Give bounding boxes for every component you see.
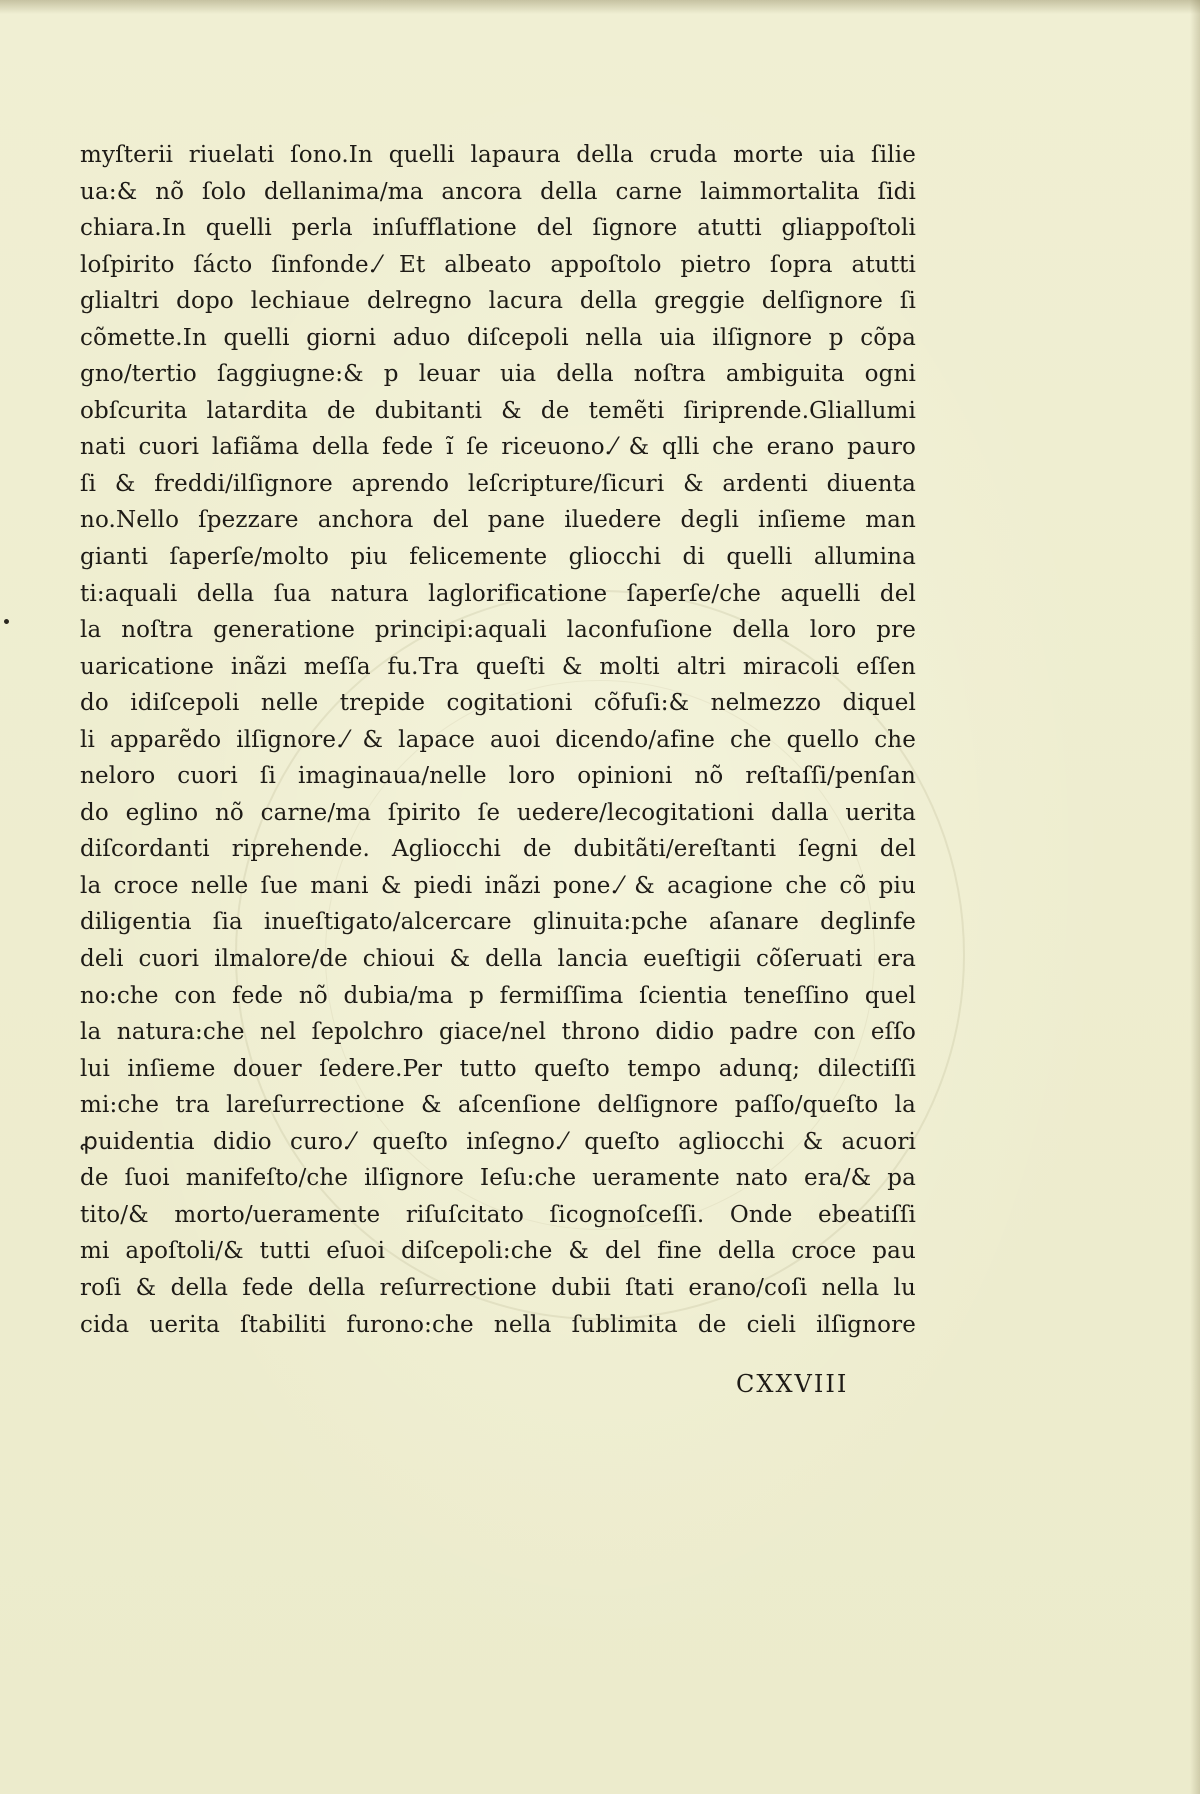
text-line: ſi & freddi/ilſignore aprendo leſcripture/ſicuri & ardenti diuenta bbox=[80, 470, 916, 497]
text-line: lui inſieme douer ſedere.Per tutto queſto tempo adunq; dilectiſſi bbox=[80, 1055, 916, 1082]
text-line: cõmette.In quelli giorni aduo diſcepoli nella uia ilſignore p cõpa bbox=[80, 324, 916, 351]
text-line: tito/& morto/ueramente riſuſcitato ſicognoſceſſi. Onde ebeatiſſi bbox=[80, 1201, 916, 1228]
text-line: ua:& nõ ſolo dellanima/ma ancora della carne laimmortalita ſidi bbox=[80, 178, 916, 205]
page-right-shadow bbox=[1190, 0, 1200, 1794]
text-line: la noſtra generatione principi:aquali laconfuſione della loro pre bbox=[80, 617, 916, 644]
text-line: diligentia ſia inueſtigato/alcercare glinuita:pche aſanare deglinfe bbox=[80, 909, 916, 936]
text-line: mi apoſtoli/& tutti eſuoi diſcepoli:che & del fine della croce pau bbox=[80, 1238, 916, 1265]
text-line: ti:aquali della ſua natura laglorificatione ſaperſe/che aquelli del bbox=[80, 580, 916, 607]
text-line: de ſuoi manifeſto/che ilſignore Ieſu:che ueramente nato era/& pa bbox=[80, 1165, 916, 1192]
text-line: neloro cuori ſi imaginaua/nelle loro opinioni nõ reſtaſſi/penſan bbox=[80, 763, 916, 790]
text-line: gno/tertio ſaggiugne:& p leuar uia della noſtra ambiguita ogni bbox=[80, 361, 916, 388]
text-line: myſterii riuelati ſono.In quelli lapaura della cruda morte uia ſilie bbox=[80, 142, 916, 168]
text-line: la croce nelle ſue mani & piedi inãzi pone.⁄ & acagione che cõ piu bbox=[80, 872, 916, 899]
text-line: diſcordanti riprehende. Agliocchi de dubitãti/ereſtanti ſegni del bbox=[80, 836, 916, 863]
text-line: deli cuori ilmalore/de chioui & della lancia eueſtigii cõſeruati era bbox=[80, 946, 916, 973]
ink-speck bbox=[3, 618, 10, 625]
text-line: li apparẽdo ilſignore.⁄ & lapace auoi dicendo/afine che quello che bbox=[80, 726, 916, 753]
text-line: do eglino nõ carne/ma ſpirito ſe uedere/lecogitationi dalla uerita bbox=[80, 799, 916, 826]
text-line: no.Nello ſpezzare anchora del pane iluedere degli inſieme man bbox=[80, 507, 916, 534]
text-line: la natura:che nel ſepolchro giace/nel throno didio padre con eſſo bbox=[80, 1019, 916, 1046]
text-line: do idiſcepoli nelle trepide cogitationi cõfuſi:& nelmezzo diquel bbox=[80, 690, 916, 717]
page-top-shadow bbox=[0, 0, 1200, 14]
text-block bbox=[80, 137, 916, 1343]
text-line: no:che con fede nõ dubia/ma p fermiſſima ſcientia teneſſino quel bbox=[80, 982, 916, 1009]
text-line: chiara.In quelli perla inſufflatione del ſignore atutti gliappoſtoli bbox=[80, 215, 916, 242]
text-line: obſcurita latardita de dubitanti & de temẽti ſiriprende.Gliallumi bbox=[80, 397, 916, 424]
text-line: cida uerita ſtabiliti furono:che nella ſublimita de cieli ilſignore bbox=[80, 1311, 916, 1338]
text-line: loſpirito ſácto ſinfonde.⁄ Et albeato appoſtolo pietro ſopra atutti bbox=[80, 251, 916, 278]
text-line: roſi & della fede della reſurrectione dubii ſtati erano/coſi nella lu bbox=[80, 1274, 916, 1301]
text-line: ꝓuidentia didio curo.⁄ queſto inſegno.⁄ queſto agliocchi & acuori bbox=[80, 1128, 916, 1155]
folio-number: CXXVIII bbox=[736, 1370, 849, 1398]
text-line: mi:che tra lareſurrectione & aſcenſione delſignore paſſo/queſto la bbox=[80, 1092, 916, 1119]
text-line: uaricatione inãzi meſſa fu.Tra queſti & molti altri miracoli eſſen bbox=[80, 653, 916, 680]
text-line: glialtri dopo lechiaue delregno lacura della greggie delſignore ſi bbox=[80, 288, 916, 315]
text-line: nati cuori lafiãma della fede ĩ ſe riceuono.⁄ & qlli che erano pauro bbox=[80, 434, 916, 461]
text-line: gianti ſaperſe/molto piu felicemente gliocchi di quelli allumina bbox=[80, 544, 916, 571]
